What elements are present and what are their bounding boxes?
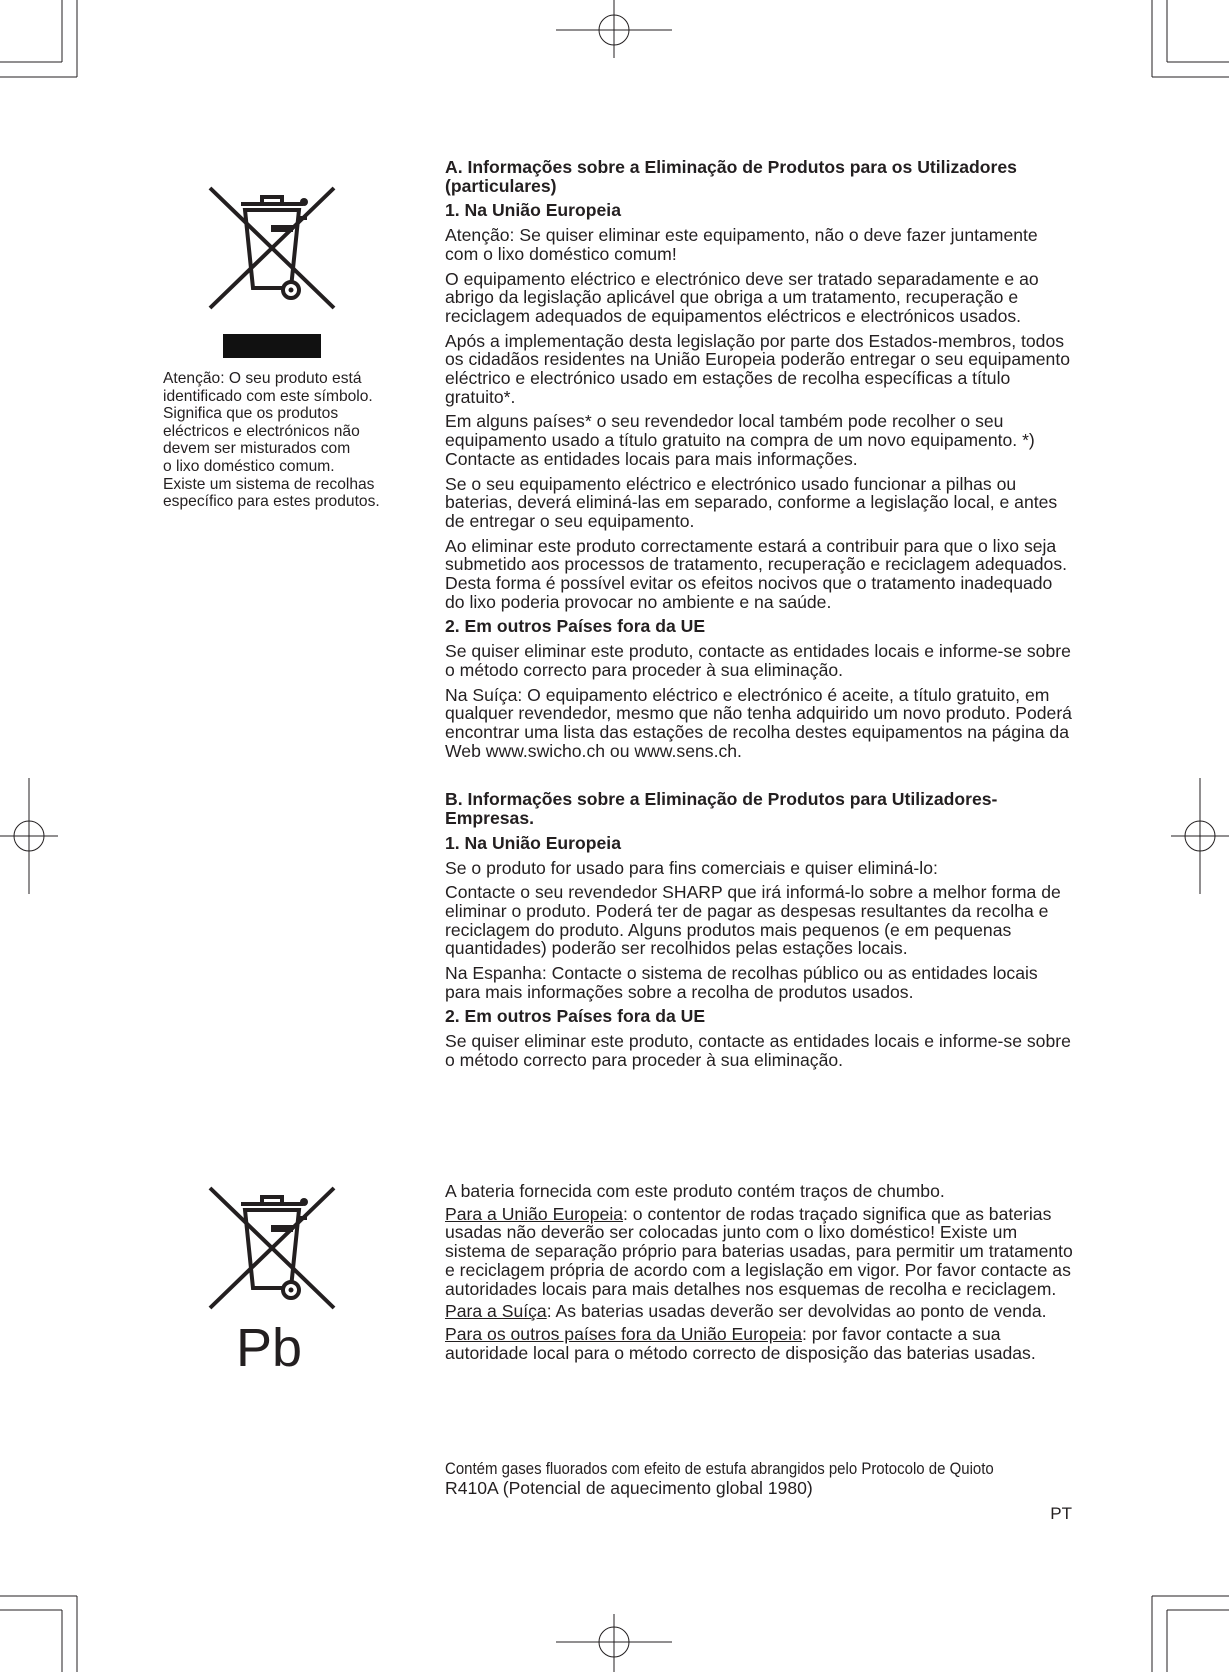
- gas-note-line: R410A (Potencial de aquecimento global 1980): [445, 1478, 813, 1498]
- section-a-other-heading: 2. Em outros Países fora da UE: [445, 616, 706, 637]
- paragraph: Após a implementação desta legislação por parte dos Estados-membros, todos os cidadãos residentes na União Europeia poderão entregar o seu equipamento eléctrico e electrónico usado em estações de recolha específicas a título gratuito*.: [445, 330, 1071, 407]
- weee-note-line: identificado com este símbolo.: [163, 387, 373, 405]
- paragraph: Na Espanha: Contacte o sistema de recolhas público ou as entidades locais para mais informações sobre a recolha de produtos usados.: [445, 963, 1038, 1002]
- battery-ch-label: Para a Suíça: [445, 1301, 547, 1322]
- language-code: PT: [1050, 1504, 1072, 1523]
- weee-note-line: Significa que os produtos: [163, 405, 339, 423]
- section-a-eu-heading: 1. Na União Europeia: [445, 200, 621, 221]
- battery-other-label: Para os outros países fora da União Europeia: [445, 1323, 802, 1344]
- paragraph: Se o seu equipamento eléctrico e electrónico usado funcionar a pilhas ou baterias, deverá eliminá-las em separado, conforme a legislação local, e antes de entregar o seu equipamento.: [445, 473, 1058, 531]
- disposal-info: [445, 158, 1075, 1076]
- gas-note-line: Contém gases fluorados com efeito de estufa abrangidos pelo Protocolo de Quioto: [445, 1460, 994, 1478]
- section-b-title: B. Informações sobre a Eliminação de Produtos para Utilizadores-Empresas.: [445, 789, 998, 829]
- paragraph: Em alguns países* o seu revendedor local também pode recolher o seu equipamento usado a título gratuito na compra de um novo equipamento. *) Contacte as entidades locais para mais informações.: [445, 411, 1035, 469]
- paragraph: Se o produto for usado para fins comerciais e quiser eliminá-lo:: [445, 857, 938, 878]
- weee-note-line: específico para estes produtos.: [163, 493, 380, 511]
- battery-ch-text: : As baterias usadas deverão ser devolvidas ao ponto de venda.: [546, 1301, 1047, 1322]
- weee-note-line: Existe um sistema de recolhas: [163, 475, 375, 493]
- paragraph: Se quiser eliminar este produto, contacte as entidades locais e informe-se sobre o método correcto para proceder à sua eliminação.: [445, 1031, 1071, 1070]
- section-a-title: A. Informações sobre a Eliminação de Produtos para os Utilizadores (particulares): [445, 157, 1017, 196]
- battery-info: [445, 1182, 1075, 1366]
- weee-note-line: o lixo doméstico comum.: [163, 457, 335, 475]
- battery-ch-paragraph: [445, 1302, 1075, 1321]
- paragraph: Contacte o seu revendedor SHARP que irá informá-lo sobre a melhor forma de eliminar o produto. Poderá ter de pagar as despesas resultantes da recolha e reciclagem do produto. Alguns produtos mais pequenos (e em pequenas quantidades) poderão ser recolhidos pelas estações locais.: [445, 882, 1061, 959]
- battery-other-paragraph: [445, 1325, 1075, 1362]
- paragraph: Ao eliminar este produto correctamente estará a contribuir para que o lixo seja submetido aos processos de tratamento, recuperação e reciclagem adequados. Desta forma é possível evitar os efeitos nocivos que o tratamento inadequado do lixo poderia provocar no ambiente e na saúde.: [445, 535, 1068, 612]
- weee-note-line: Atenção: O seu produto está: [163, 370, 362, 387]
- weee-note-line: eléctricos e electrónicos não: [163, 422, 360, 440]
- battery-eu-paragraph: [445, 1205, 1075, 1299]
- section-b-eu-heading: 1. Na União Europeia: [445, 832, 621, 853]
- paragraph: Se quiser eliminar este produto, contacte as entidades locais e informe-se sobre o método correcto para proceder à sua eliminação.: [445, 641, 1071, 680]
- fluorinated-gas-note: [445, 1460, 1075, 1498]
- section-b-other-heading: 2. Em outros Países fora da UE: [445, 1006, 706, 1027]
- weee-note-line: devem ser misturados com: [163, 440, 351, 458]
- separation-bar: [223, 334, 321, 358]
- battery-bin-icon: [207, 1180, 337, 1315]
- battery-eu-text: : o contentor de rodas traçado significa que as baterias usadas não deverão ser colocadas junto com o lixo doméstico! Existe um sistema de separação próprio para baterias usadas, para permitir um tratamento e reciclagem própria de acordo com a legislação em vigor. Por favor contacte as autoridades locais para mais detalhes nos esquemas de recolha e reciclagem.: [445, 1203, 1073, 1299]
- paragraph: O equipamento eléctrico e electrónico deve ser tratado separadamente e ao abrigo da legislação aplicável que obriga a um tratamento, recuperação e reciclagem adequados de equipamentos eléctricos e electrónicos usados.: [445, 268, 1039, 326]
- lead-symbol-label: Pb: [236, 1318, 303, 1378]
- crossed-out-wheelie-bin-icon: [207, 180, 337, 315]
- battery-other-text: : por favor contacte a sua autoridade local para o método correcto de disposição das baterias usadas.: [445, 1323, 1036, 1363]
- paragraph: Na Suíça: O equipamento eléctrico e electrónico é aceite, a título gratuito, em qualquer revendedor, mesmo que não tenha adquirido um novo produto. Poderá encontrar uma lista das estações de recolha destes equipamentos na página da Web www.swicho.ch ou www.sens.ch.: [445, 684, 1072, 761]
- battery-eu-label: Para a União Europeia: [445, 1203, 624, 1224]
- paragraph: Atenção: Se quiser eliminar este equipamento, não o deve fazer juntamente com o lixo doméstico comum!: [445, 225, 1038, 264]
- battery-intro: A bateria fornecida com este produto contém traços de chumbo.: [445, 1181, 945, 1201]
- weee-note: [163, 370, 423, 511]
